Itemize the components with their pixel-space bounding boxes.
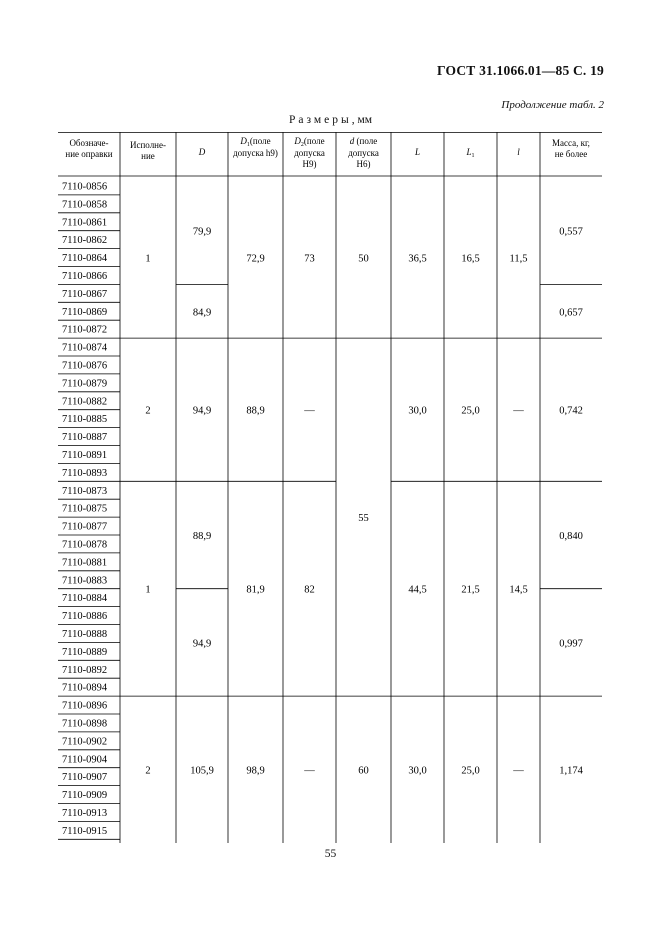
D-cell: 94,9 <box>192 405 212 417</box>
mass-cell: 0,557 <box>559 226 583 238</box>
designation-cell: 7110-0898 <box>62 718 108 730</box>
version-cell: 1 <box>145 584 151 596</box>
designation-cell: 7110-0904 <box>62 754 108 766</box>
mass-cell: 0,657 <box>559 307 583 319</box>
header-version: Исполне- <box>130 140 166 150</box>
l-cell: 11,5 <box>509 253 528 265</box>
designation-cell: 7110-0885 <box>62 414 108 426</box>
header-mass: Масса, кг, <box>552 138 590 148</box>
designation-cell: 7110-0892 <box>62 664 108 676</box>
designation-cell: 7110-0875 <box>62 503 108 515</box>
l-cell: — <box>513 765 524 777</box>
designation-cell: 7110-0893 <box>62 467 108 479</box>
designation-cell: 7110-0878 <box>62 539 108 551</box>
header-mass: не более <box>554 149 588 159</box>
designation-cell: 7110-0858 <box>62 199 108 211</box>
header-L: L <box>414 147 421 157</box>
caption-prefix: Размеры <box>288 114 352 126</box>
designation-cell: 7110-0862 <box>62 235 108 247</box>
designation-cell: 7110-0894 <box>62 682 108 694</box>
header-D2: $D_2(поле$ <box>294 136 325 148</box>
l-cell: — <box>513 405 524 417</box>
D-cell: 88,9 <box>192 531 212 542</box>
D-cell: 84,9 <box>192 307 212 319</box>
designation-cell: 7110-0873 <box>62 485 108 497</box>
designation-cell: 7110-0889 <box>62 646 108 658</box>
designation-cell: 7110-0864 <box>62 253 108 265</box>
D2-cell: 73 <box>304 253 315 265</box>
designation-cell: 7110-0886 <box>62 611 108 623</box>
designation-cell: 7110-0866 <box>62 271 108 282</box>
header-d: допуска <box>348 148 379 158</box>
d-cell: 50 <box>358 253 369 265</box>
version-cell: 2 <box>145 765 151 777</box>
version-cell: 1 <box>145 253 151 265</box>
L1-cell: 21,5 <box>461 584 480 596</box>
designation-cell: 7110-0867 <box>62 288 108 300</box>
header-D1: допуска h9) <box>233 148 278 158</box>
header-D2: H9) <box>302 159 317 169</box>
L-cell: 30,0 <box>408 765 427 777</box>
mass-cell: 0,742 <box>559 405 583 417</box>
header-d: H6) <box>356 159 371 169</box>
L-cell: 36,5 <box>408 253 427 265</box>
designation-cell: 7110-0874 <box>62 342 108 354</box>
D1-cell: 88,9 <box>246 405 265 417</box>
designation-cell: 7110-0856 <box>62 181 108 193</box>
D1-cell: 81,9 <box>246 584 265 596</box>
caption-unit: , мм <box>351 114 373 126</box>
header-L1: $L_1$ <box>466 147 475 159</box>
header-l: l <box>517 147 520 157</box>
mass-cell: 0,840 <box>559 531 583 542</box>
D-cell: 94,9 <box>192 638 212 650</box>
D1-cell: 98,9 <box>246 765 265 777</box>
designation-cell: 7110-0888 <box>62 629 108 640</box>
designation-cell: 7110-0876 <box>62 360 108 372</box>
page-number: 55 <box>324 848 337 860</box>
L1-cell: 16,5 <box>461 253 480 265</box>
designation-cell: 7110-0881 <box>62 557 108 569</box>
designation-cell: 7110-0887 <box>62 432 108 444</box>
document-header: ГОСТ 31.1066.01—85 С. 19 <box>437 63 604 78</box>
mass-cell: 0,997 <box>559 638 583 650</box>
designation-cell: 7110-0883 <box>62 575 108 587</box>
L-cell: 44,5 <box>408 584 427 596</box>
header-d: d (поле <box>349 136 378 146</box>
d-cell-shared: 55 <box>358 513 369 525</box>
designation-cell: 7110-0913 <box>62 808 108 819</box>
designation-cell: 7110-0882 <box>62 396 108 408</box>
designation-cell: 7110-0861 <box>62 217 108 229</box>
header-D2: допуска <box>294 148 325 158</box>
designation-cell: 7110-0915 <box>62 825 108 837</box>
designation-cell: 7110-0891 <box>62 450 108 461</box>
l-cell: 14,5 <box>509 584 528 596</box>
designation-cell: 7110-0872 <box>62 324 108 336</box>
dimensions-table <box>58 132 602 843</box>
D2-cell: 82 <box>304 584 315 596</box>
header-version: ние <box>141 151 155 161</box>
L1-cell: 25,0 <box>461 405 480 417</box>
L1-cell: 25,0 <box>461 765 480 777</box>
designation-cell: 7110-0884 <box>62 593 108 605</box>
header-D: D <box>198 147 206 157</box>
table-caption <box>0 114 661 126</box>
header-D1: $D_1(поле$ <box>240 136 271 148</box>
D-cell: 105,9 <box>190 765 214 777</box>
D1-cell: 72,9 <box>246 253 265 265</box>
header-designation: Обозначе- <box>69 138 109 148</box>
version-cell: 2 <box>145 405 151 417</box>
D2-cell: — <box>304 405 315 417</box>
d-cell: 60 <box>358 765 369 777</box>
table-continuation-label: Продолжение табл. 2 <box>501 99 604 111</box>
D2-cell: — <box>304 765 315 777</box>
designation-cell: 7110-0907 <box>62 772 108 784</box>
designation-cell: 7110-0869 <box>62 306 108 318</box>
D-cell: 79,9 <box>192 226 212 238</box>
L-cell: 30,0 <box>408 405 427 417</box>
designation-cell: 7110-0902 <box>62 736 108 748</box>
designation-cell: 7110-0896 <box>62 700 108 712</box>
designation-cell: 7110-0879 <box>62 378 108 390</box>
designation-cell: 7110-0909 <box>62 790 108 802</box>
designation-cell: 7110-0877 <box>62 521 108 533</box>
mass-cell: 1,174 <box>559 765 583 777</box>
header-designation: ние оправки <box>65 149 113 159</box>
dimensions-table-grid <box>58 132 602 843</box>
